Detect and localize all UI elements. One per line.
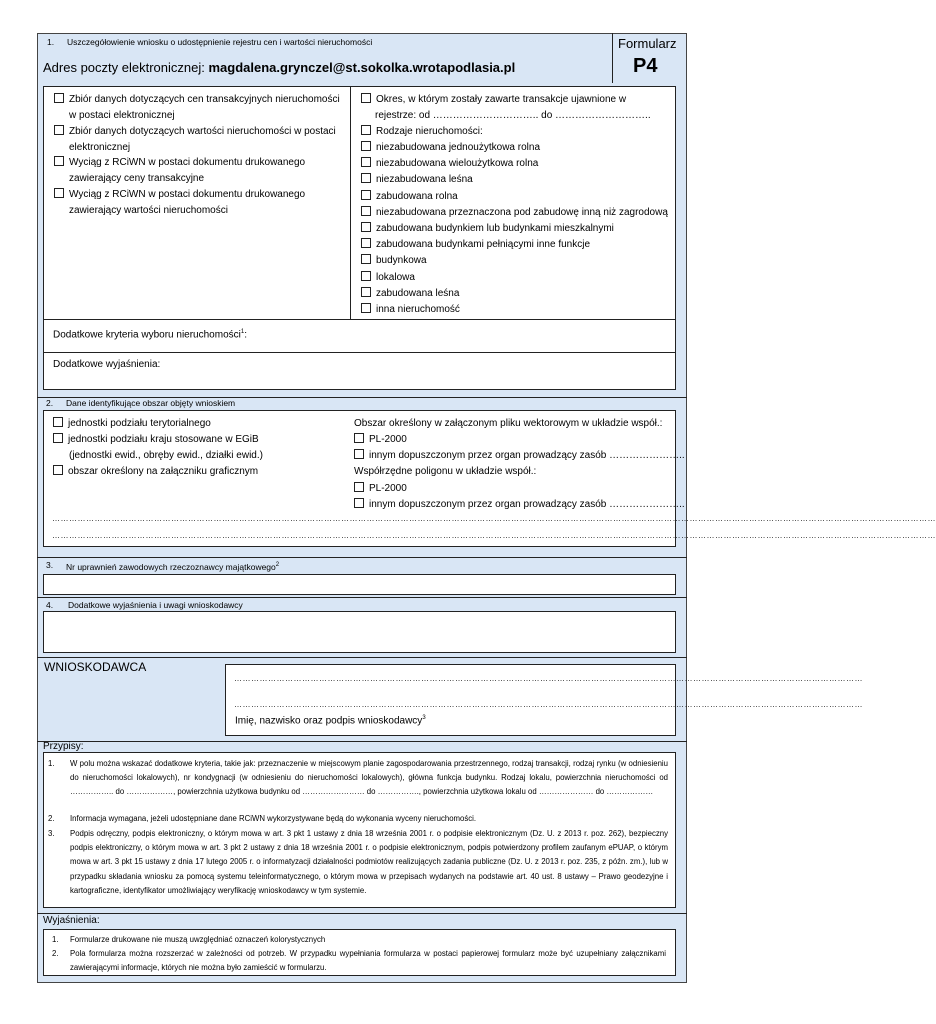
section1-number: 1. [47, 37, 55, 47]
footnote-item [48, 812, 668, 826]
property-type[interactable]: zabudowana leśna [361, 287, 459, 301]
checkbox[interactable] [361, 222, 371, 232]
section2-title: Dane identyfikujące obszar objęty wnioskiem [66, 398, 236, 408]
checkbox[interactable] [53, 465, 63, 475]
explanation-number: 1. [52, 935, 59, 944]
footnote-number: 3. [48, 829, 55, 838]
option-line: zawierający ceny transakcyjne [69, 173, 205, 184]
checkbox[interactable] [361, 271, 371, 281]
divider [37, 913, 687, 914]
email-value: magdalena.grynczel@st.sokolka.wrotapodlasia.pl [208, 60, 516, 75]
property-type[interactable]: niezabudowana wieloużytkowa rolna [361, 157, 538, 171]
checkbox[interactable] [361, 206, 371, 216]
option-wyciag-ceny[interactable]: Wyciąg z RCiWN w postaci dokumentu drukowanego [54, 156, 305, 170]
property-type[interactable]: niezabudowana jednoużytkowa rolna [361, 141, 540, 155]
section4-number: 4. [46, 600, 54, 610]
vector-pl2000[interactable]: PL-2000 [354, 433, 407, 447]
checkbox[interactable] [361, 173, 371, 183]
polygon-pl2000[interactable]: PL-2000 [354, 482, 407, 496]
footnote-ref: 1 [240, 329, 245, 335]
checkbox[interactable] [361, 157, 371, 167]
checkbox[interactable] [361, 303, 371, 313]
footnote-text: W polu można wskazać dodatkowe kryteria, takie jak: przeznaczenie w miejscowym planie zagospodarowania przestrzennego, rodzaj transakcji, rodzaj rynku (w odniesieniu do nieruchomości lokalowych), nr kondygnacji (w odniesieniu do nieruchomości lokalowych), główna funkcja budynku. Rodzaj lokalu, powierzchnia nieruchomości od …………….. do ………………, powierzchnia użytkowa budynku od …………………… do ……………., powierzchnia użytkowa lokalu od ………………… do ……………… [70, 759, 668, 797]
footnote-number: 2. [48, 814, 55, 823]
explanation-item [52, 933, 666, 947]
explanations-title: Wyjaśnienia: [43, 915, 100, 926]
applicant-remarks-field[interactable] [43, 611, 676, 653]
property-type[interactable]: inna nieruchomość [361, 303, 460, 317]
section4-title: Dodatkowe wyjaśnienia i uwagi wnioskodawcy [68, 600, 243, 610]
checkbox[interactable] [53, 417, 63, 427]
option-line: zawierający wartości nieruchomości [69, 205, 228, 216]
form-label: Formularz [618, 36, 677, 51]
area-option-teryt[interactable]: jednostki podziału terytorialnego [53, 417, 211, 431]
checkbox[interactable] [354, 482, 364, 492]
checkbox[interactable] [361, 238, 371, 248]
divider [37, 657, 687, 658]
period-option[interactable]: Okres, w którym zostały zawarte transakcje ujawnione w [361, 93, 626, 107]
explanation-number: 2. [52, 949, 59, 958]
footnote-item [48, 757, 668, 800]
checkbox[interactable] [361, 287, 371, 297]
option-line: elektronicznej [69, 142, 131, 153]
form-code: P4 [633, 55, 658, 77]
divider [37, 597, 687, 598]
property-type[interactable]: niezabudowana leśna [361, 173, 473, 187]
email-line [43, 60, 515, 76]
divider [37, 741, 687, 742]
dotted-line[interactable]: …………………………………………………………………………………………………………………………………………………………………………………………………………………………………………………………………………………… [52, 514, 936, 523]
property-type[interactable]: lokalowa [361, 271, 415, 285]
checkbox[interactable] [54, 93, 64, 103]
signature-label: Imię, nazwisko oraz podpis wnioskodawcy$^3$ [235, 715, 426, 727]
license-number-field[interactable] [43, 574, 676, 595]
footnote-number: 1. [48, 759, 55, 768]
dotted-line: …………………………………………………………………………………………………………………………………………………………………………………………………… [234, 700, 863, 709]
footnotes-title: Przypisy: [43, 741, 84, 752]
property-type[interactable]: zabudowana rolna [361, 190, 458, 204]
property-type[interactable]: zabudowana budynkami pełniącymi inne funkcje [361, 238, 590, 252]
explanation-item [52, 947, 666, 975]
polygon-other[interactable]: innym dopuszczonym przez organ prowadzący zasób ………………….. [354, 498, 685, 512]
checkbox[interactable] [54, 156, 64, 166]
dotted-line[interactable]: …………………………………………………………………………………………………………………………………………………………………………………………………………………………………………………………………………………… [52, 531, 936, 540]
footnote-ref: 2 [275, 562, 280, 568]
explanation-text: Formularze drukowane nie muszą uwzględniać oznaczeń kolorystycznych [70, 935, 326, 944]
polygon-label: Współrzędne poligonu w układzie współ.: [354, 466, 537, 477]
checkbox[interactable] [54, 188, 64, 198]
extra-criteria-label: Dodatkowe kryteria wyboru nieruchomości$^1$: [53, 329, 247, 341]
options-divider [350, 86, 351, 320]
email-label: Adres poczty elektronicznej: [43, 60, 205, 75]
checkbox[interactable] [354, 449, 364, 459]
checkbox[interactable] [53, 433, 63, 443]
footnote-ref: 3 [422, 715, 426, 721]
checkbox[interactable] [361, 254, 371, 264]
extra-explanations-label: Dodatkowe wyjaśnienia: [53, 359, 161, 370]
vector-other[interactable]: innym dopuszczonym przez organ prowadzący zasób ………………….. [354, 449, 685, 463]
explanation-text: Pola formularza można rozszerzać w zależności od potrzeb. W przypadku wypełniania formularza w postaci papierowej formularz może być uzupełniany załącznikami zawierającymi informacje, których nie można było zamieścić w formularzu. [70, 949, 666, 973]
property-type[interactable]: zabudowana budynkiem lub budynkami mieszkalnymi [361, 222, 614, 236]
checkbox[interactable] [361, 93, 371, 103]
property-types-label: Rodzaje nieruchomości: [361, 125, 483, 139]
checkbox[interactable] [354, 433, 364, 443]
option-wartosci[interactable]: Zbiór danych dotyczących wartości nieruchomości w postaci [54, 125, 336, 139]
footnote-text: Podpis odręczny, podpis elektroniczny, o którym mowa w art. 3 pkt 1 ustawy z dnia 18 września 2001 r. o podpisie elektronicznym (Dz. U. z 2013 r. poz. 262), bezpieczny podpis elektroniczny, o którym mowa w art. 3 pkt 2 ustawy z dnia 18 września 2001 r. o podpisie elektronicznym, podpis potwierdzony profilem zaufanym ePUAP, o którym mowa w art. 3 pkt 15 ustawy z dnia 17 lutego 2005 r. o informatyzacji działalności podmiotów realizujących zadania publiczne (Dz. U. z 2013 r. poz. 235, z późn. zm.), lub w przypadku składania wniosku za pomocą systemu teleinformatycznego, o którym mowa w przepisach wydanych na podstawie art. 40 ust. 8 ustawy – Prawo geodezyjne i kartograficzne, identyfikator umożliwiający weryfikację wnioskodawcy w tym systemie. [70, 829, 668, 895]
area-option-egib-detail: (jednostki ewid., obręby ewid., działki ewid.) [69, 450, 263, 461]
vector-label: Obszar określony w załączonym pliku wektorowym w układzie współ.: [354, 418, 663, 429]
section3-title: Nr uprawnień zawodowych rzeczoznawcy majątkowego$^2$ [66, 561, 280, 572]
section1-title: Uszczegółowienie wniosku o udostępnienie rejestru cen i wartości nieruchomości [67, 37, 373, 47]
period-range[interactable]: rejestrze: od ………………………….. do ……………………….. [375, 110, 651, 121]
option-line: w postaci elektronicznej [69, 110, 175, 121]
form-code-divider [612, 33, 613, 83]
footnote-text: Informacja wymagana, jeżeli udostępniane dane RCiWN wykorzystywane będą do wykonania wyceny nieruchomości. [70, 814, 477, 823]
area-option-egib[interactable]: jednostki podziału kraju stosowane w EGiB [53, 433, 259, 447]
checkbox[interactable] [354, 498, 364, 508]
section3-number: 3. [46, 560, 54, 570]
option-cen-transakcyjnych[interactable]: Zbiór danych dotyczących cen transakcyjnych nieruchomości [54, 93, 340, 107]
checkbox[interactable] [54, 125, 64, 135]
applicant-title: WNIOSKODAWCA [44, 660, 147, 674]
property-type[interactable]: budynkowa [361, 254, 427, 268]
dotted-line: …………………………………………………………………………………………………………………………………………………………………………………………………… [234, 674, 863, 683]
area-option-graphic[interactable]: obszar określony na załączniku graficznym [53, 465, 258, 479]
footnote-item [48, 827, 668, 898]
checkbox[interactable] [361, 125, 371, 135]
option-wyciag-wartosci[interactable]: Wyciąg z RCiWN w postaci dokumentu drukowanego [54, 188, 305, 202]
divider [37, 557, 687, 558]
checkbox[interactable] [361, 190, 371, 200]
checkbox[interactable] [361, 141, 371, 151]
property-type[interactable]: niezabudowana przeznaczona pod zabudowę inną niż zagrodową [361, 206, 668, 220]
section2-number: 2. [46, 398, 54, 408]
